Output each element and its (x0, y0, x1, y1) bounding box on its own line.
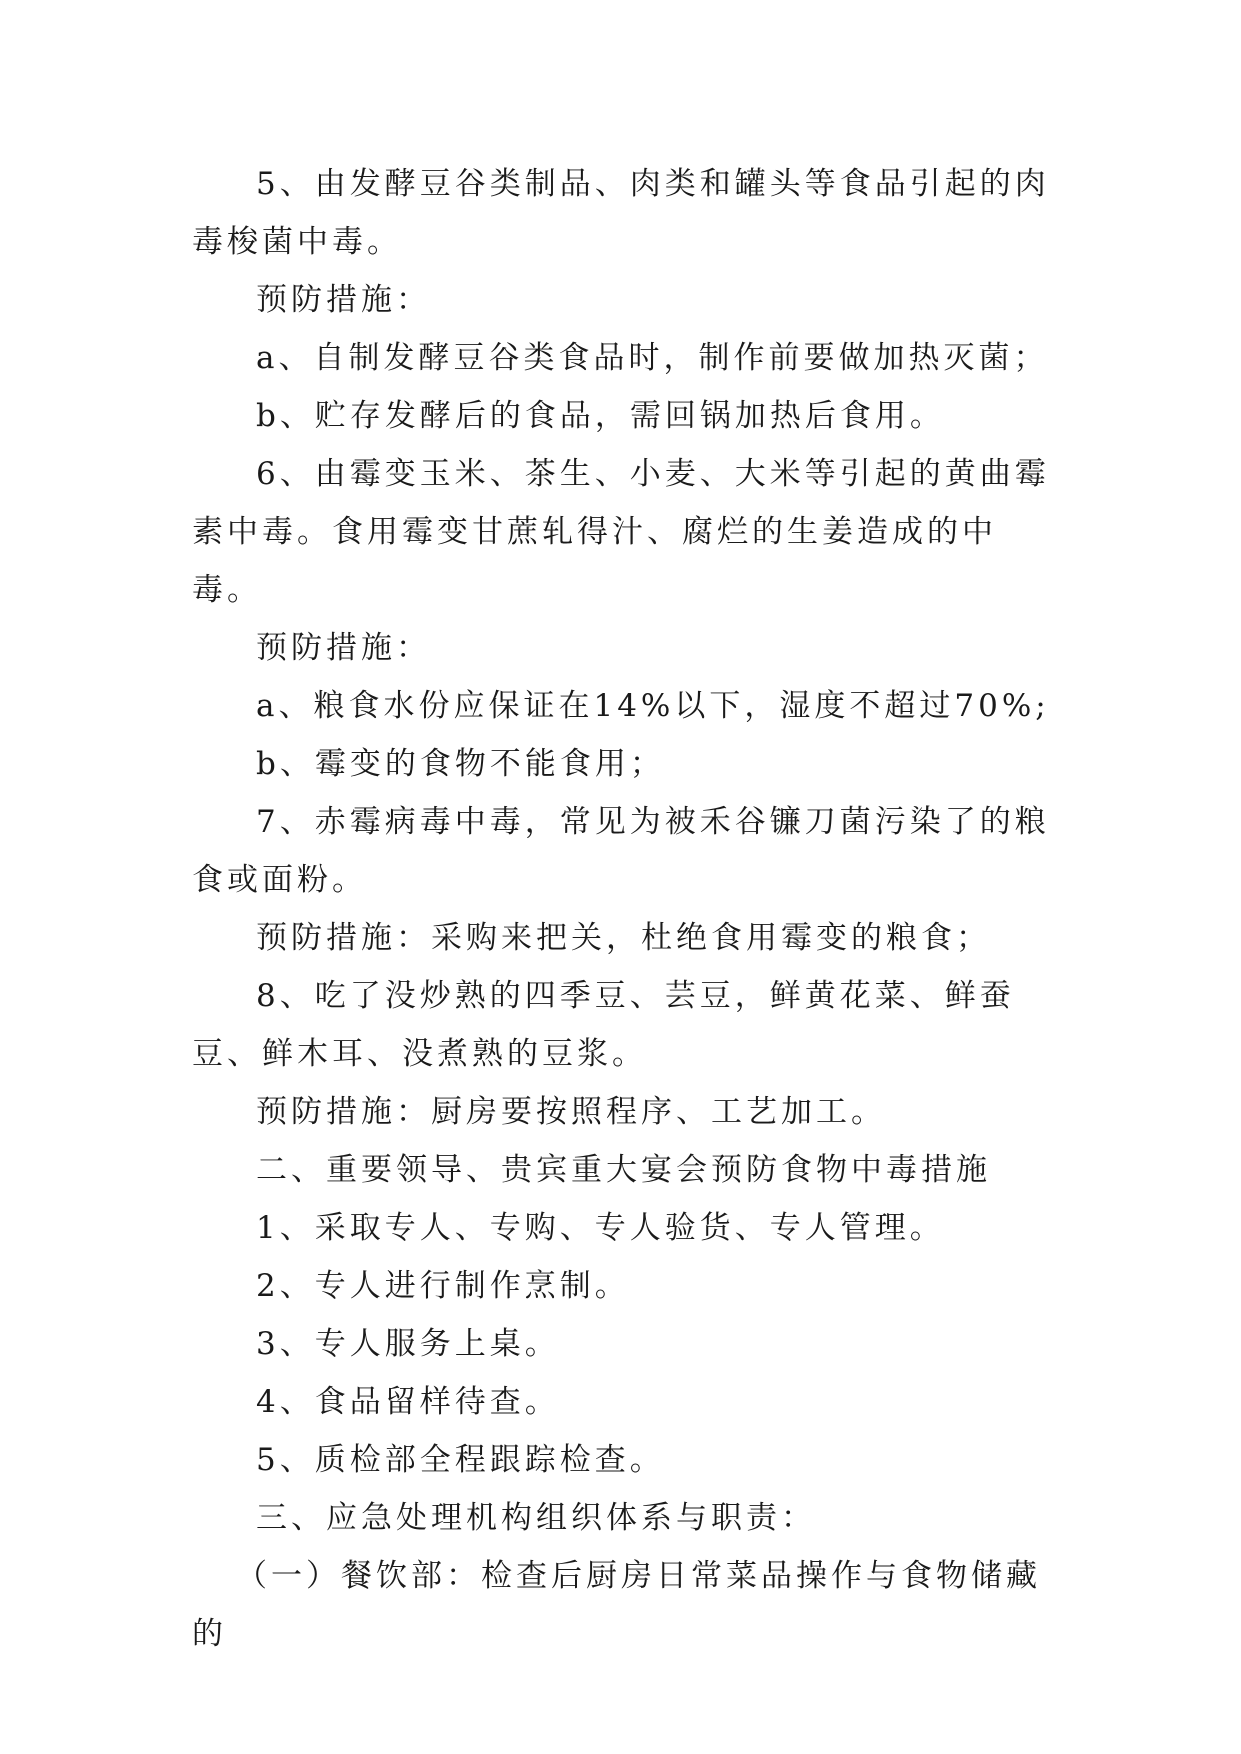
list-item-1: 1、采取专人、专购、专人验货、专人管理。 (256, 1210, 945, 1246)
paragraph-prevention-purchase: 预防措施：采购来把关，杜绝食用霉变的粮食； (256, 920, 991, 956)
list-item-5: 5、质检部全程跟踪检查。 (256, 1442, 665, 1478)
list-item-4: 4、食品留样待查。 (256, 1384, 560, 1420)
paragraph-prevention-b: b、霉变的食物不能食用； (256, 746, 665, 782)
paragraph-prevention-kitchen: 预防措施：厨房要按照程序、工艺加工。 (256, 1094, 886, 1130)
paragraph-prevention-a: a、自制发酵豆谷类食品时，制作前要做加热灭菌； (256, 340, 1049, 376)
paragraph-botulism: 5、由发酵豆谷类制品、肉类和罐头等食品引起的肉毒梭菌中毒。 (192, 166, 1050, 260)
paragraph-prevention-heading: 预防措施： (256, 630, 431, 666)
paragraph-prevention-a: a、粮食水份应保证在14%以下，湿度不超过70%; (256, 688, 1050, 724)
section-heading-emergency: 三、应急处理机构组织体系与职责： (256, 1500, 816, 1536)
paragraph-aflatoxin: 6、由霉变玉米、茶生、小麦、大米等引起的黄曲霉素中毒。食用霉变甘蔗轧得汁、腐烂的生姜造成的中毒。 (192, 456, 1050, 608)
paragraph-undercooked-beans: 8、吃了没炒熟的四季豆、芸豆，鲜黄花菜、鲜蚕豆、鲜木耳、没煮熟的豆浆。 (192, 978, 1015, 1072)
paragraph-catering-dept: （一）餐饮部：检查后厨房日常菜品操作与食物储藏的 (192, 1558, 1041, 1652)
paragraph-prevention-heading: 预防措施： (256, 282, 431, 318)
paragraph-prevention-b: b、贮存发酵后的食品，需回锅加热后食用。 (256, 398, 945, 434)
paragraph-gibberella: 7、赤霉病毒中毒，常见为被禾谷镰刀菌污染了的粮食或面粉。 (192, 804, 1050, 898)
section-heading-vip-banquet: 二、重要领导、贵宾重大宴会预防食物中毒措施 (256, 1152, 991, 1188)
document-body (192, 155, 1060, 1663)
list-item-3: 3、专人服务上桌。 (256, 1326, 560, 1362)
list-item-2: 2、专人进行制作烹制。 (256, 1268, 630, 1304)
